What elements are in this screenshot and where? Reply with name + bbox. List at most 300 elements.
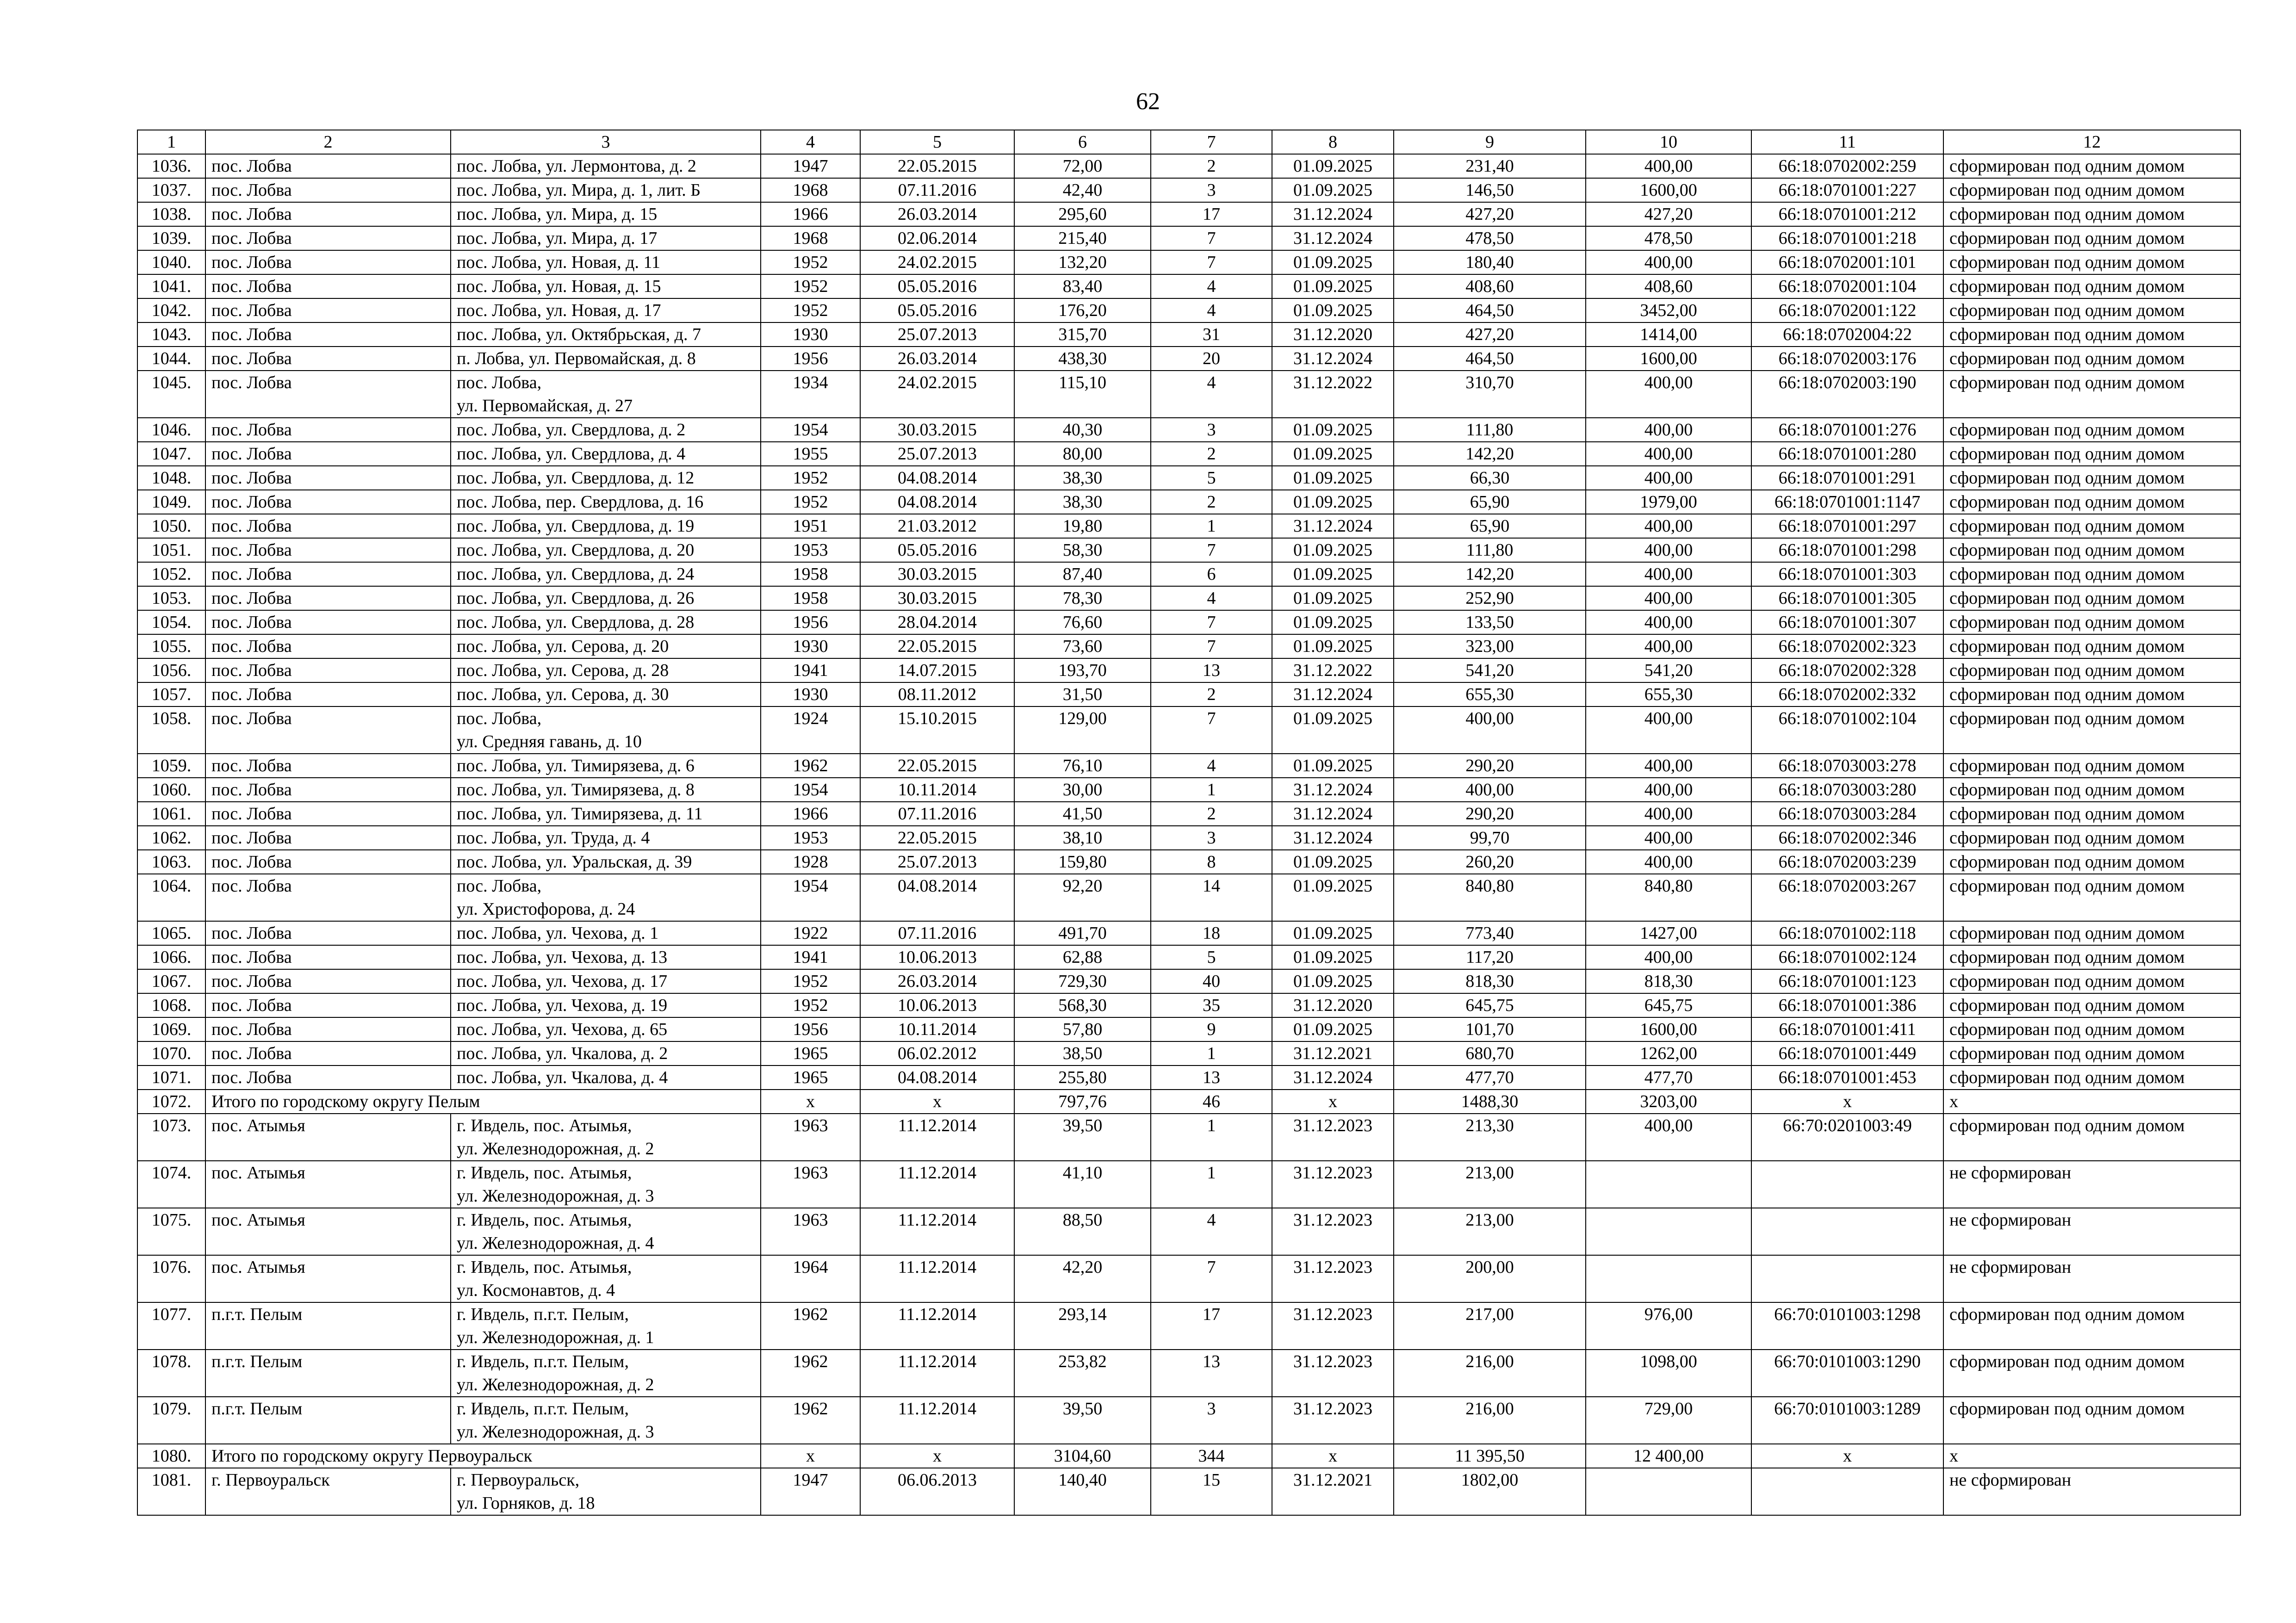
- cell-col-1: 1042.: [137, 298, 205, 322]
- cell-col-1: 1080.: [137, 1444, 205, 1468]
- cell-col-10: 400,00: [1586, 706, 1751, 754]
- cell-col-2: пос. Лобва: [205, 586, 451, 610]
- cell-col-4: 1951: [761, 514, 860, 538]
- cell-col-10: 818,30: [1586, 969, 1751, 993]
- cell-col-5: 04.08.2014: [860, 490, 1014, 514]
- cell-col-9: 818,30: [1394, 969, 1586, 993]
- cell-col-2: пос. Лобва: [205, 226, 451, 250]
- cell-col-4: 1928: [761, 850, 860, 874]
- cell-col-11: [1751, 1255, 1943, 1302]
- cell-col-4: 1958: [761, 562, 860, 586]
- cell-col-5: 14.07.2015: [860, 658, 1014, 682]
- cell-col-5: 10.06.2013: [860, 993, 1014, 1017]
- cell-col-9: 217,00: [1394, 1302, 1586, 1350]
- cell-col-8: 31.12.2020: [1272, 322, 1394, 347]
- cell-col-7: 2: [1151, 442, 1272, 466]
- cell-col-12: сформирован под одним домом: [1943, 1397, 2240, 1444]
- cell-col-5: 22.05.2015: [860, 826, 1014, 850]
- cell-col-9: 408,60: [1394, 274, 1586, 298]
- cell-col-2: пос. Лобва: [205, 562, 451, 586]
- table-row: [137, 178, 2240, 202]
- cell-col-2: пос. Лобва: [205, 1041, 451, 1065]
- cell-col-8: 31.12.2023: [1272, 1208, 1394, 1255]
- cell-col-5: 11.12.2014: [860, 1397, 1014, 1444]
- table-row: [137, 418, 2240, 442]
- cell-col-12: сформирован под одним домом: [1943, 778, 2240, 802]
- cell-col-5: 15.10.2015: [860, 706, 1014, 754]
- cell-col-6: 73,60: [1014, 634, 1151, 658]
- table-row: [137, 1255, 2240, 1302]
- cell-col-6: 57,80: [1014, 1017, 1151, 1041]
- cell-col-6: 41,10: [1014, 1161, 1151, 1208]
- cell-col-10: [1586, 1255, 1751, 1302]
- cell-col-12: не сформирован: [1943, 1208, 2240, 1255]
- cell-col-2: пос. Лобва: [205, 490, 451, 514]
- cell-col-10: 400,00: [1586, 418, 1751, 442]
- cell-col-7: 17: [1151, 1302, 1272, 1350]
- cell-col-11: 66:18:0702002:332: [1751, 682, 1943, 706]
- cell-col-7: 3: [1151, 826, 1272, 850]
- cell-col-9: 541,20: [1394, 658, 1586, 682]
- cell-col-8: 31.12.2021: [1272, 1041, 1394, 1065]
- cell-col-9: 216,00: [1394, 1397, 1586, 1444]
- cell-col-3: г. Ивдель, п.г.т. Пелым, ул. Железнодорожная, д. 1: [451, 1302, 761, 1350]
- cell-col-10: 1979,00: [1586, 490, 1751, 514]
- table-row: [137, 778, 2240, 802]
- cell-col-7: 1: [1151, 1161, 1272, 1208]
- cell-col-4: 1963: [761, 1208, 860, 1255]
- cell-col-12: сформирован под одним домом: [1943, 250, 2240, 274]
- cell-col-9: 133,50: [1394, 610, 1586, 634]
- cell-col-10: 840,80: [1586, 874, 1751, 921]
- cell-col-10: 3452,00: [1586, 298, 1751, 322]
- cell-col-11: 66:18:0701002:118: [1751, 921, 1943, 945]
- cell-col-10: 400,00: [1586, 442, 1751, 466]
- page-number: 62: [1136, 88, 1160, 115]
- cell-col-11: 66:18:0702003:190: [1751, 371, 1943, 418]
- cell-col-12: сформирован под одним домом: [1943, 586, 2240, 610]
- cell-col-7: 3: [1151, 178, 1272, 202]
- cell-col-5: x: [860, 1090, 1014, 1114]
- cell-col-7: 2: [1151, 682, 1272, 706]
- cell-col-11: 66:18:0702003:267: [1751, 874, 1943, 921]
- cell-col-11: 66:18:0702003:239: [1751, 850, 1943, 874]
- table-row: [137, 1090, 2240, 1114]
- cell-col-6: 255,80: [1014, 1065, 1151, 1090]
- table-row: [137, 1161, 2240, 1208]
- cell-col-11: 66:18:0702001:122: [1751, 298, 1943, 322]
- cell-col-7: 1: [1151, 1041, 1272, 1065]
- cell-col-6: 72,00: [1014, 154, 1151, 178]
- cell-col-9: 65,90: [1394, 514, 1586, 538]
- cell-col-4: 1924: [761, 706, 860, 754]
- cell-col-3: пос. Лобва, пер. Свердлова, д. 16: [451, 490, 761, 514]
- cell-col-11: 66:18:0701001:227: [1751, 178, 1943, 202]
- cell-col-12: сформирован под одним домом: [1943, 347, 2240, 371]
- cell-col-3: пос. Лобва, ул. Уральская, д. 39: [451, 850, 761, 874]
- cell-col-8: 01.09.2025: [1272, 418, 1394, 442]
- cell-col-8: 31.12.2024: [1272, 514, 1394, 538]
- cell-col-9: 464,50: [1394, 347, 1586, 371]
- cell-col-6: 78,30: [1014, 586, 1151, 610]
- cell-col-7: 4: [1151, 298, 1272, 322]
- cell-col-8: 31.12.2024: [1272, 826, 1394, 850]
- cell-col-12: сформирован под одним домом: [1943, 945, 2240, 969]
- cell-col-3: пос. Лобва, ул. Свердлова, д. 12: [451, 466, 761, 490]
- cell-col-1: 1061.: [137, 802, 205, 826]
- cell-col-4: 1958: [761, 586, 860, 610]
- cell-col-11: 66:18:0701002:124: [1751, 945, 1943, 969]
- cell-col-5: 10.06.2013: [860, 945, 1014, 969]
- cell-col-9: 478,50: [1394, 226, 1586, 250]
- cell-col-2: пос. Лобва: [205, 850, 451, 874]
- cell-col-2: Итого по городскому округу Пелым: [205, 1090, 761, 1114]
- cell-col-2: пос. Лобва: [205, 1065, 451, 1090]
- cell-col-11: 66:18:0701001:307: [1751, 610, 1943, 634]
- cell-col-7: 13: [1151, 1065, 1272, 1090]
- cell-col-9: 213,30: [1394, 1114, 1586, 1161]
- cell-col-6: 39,50: [1014, 1114, 1151, 1161]
- cell-col-7: 4: [1151, 1208, 1272, 1255]
- cell-col-7: 17: [1151, 202, 1272, 226]
- cell-col-9: 427,20: [1394, 322, 1586, 347]
- cell-col-11: 66:18:0701002:104: [1751, 706, 1943, 754]
- cell-col-3: пос. Лобва, ул. Тимирязева, д. 6: [451, 754, 761, 778]
- cell-col-1: 1058.: [137, 706, 205, 754]
- cell-col-4: 1965: [761, 1065, 860, 1090]
- cell-col-11: 66:70:0101003:1289: [1751, 1397, 1943, 1444]
- cell-col-1: 1050.: [137, 514, 205, 538]
- cell-col-7: 1: [1151, 778, 1272, 802]
- table-row: [137, 347, 2240, 371]
- cell-col-9: 290,20: [1394, 802, 1586, 826]
- cell-col-6: 797,76: [1014, 1090, 1151, 1114]
- cell-col-6: 38,50: [1014, 1041, 1151, 1065]
- cell-col-4: 1966: [761, 802, 860, 826]
- cell-col-11: 66:18:0701001:291: [1751, 466, 1943, 490]
- table-row: [137, 1444, 2240, 1468]
- cell-col-5: 30.03.2015: [860, 586, 1014, 610]
- column-header-11: 11: [1751, 130, 1943, 154]
- cell-col-9: 213,00: [1394, 1208, 1586, 1255]
- cell-col-8: x: [1272, 1090, 1394, 1114]
- cell-col-2: пос. Лобва: [205, 945, 451, 969]
- cell-col-3: пос. Лобва, ул. Чехова, д. 13: [451, 945, 761, 969]
- cell-col-1: 1072.: [137, 1090, 205, 1114]
- cell-col-3: пос. Лобва, ул. Новая, д. 11: [451, 250, 761, 274]
- cell-col-2: пос. Атымья: [205, 1114, 451, 1161]
- cell-col-5: 08.11.2012: [860, 682, 1014, 706]
- cell-col-4: 1956: [761, 610, 860, 634]
- table-row: [137, 850, 2240, 874]
- cell-col-10: 1600,00: [1586, 347, 1751, 371]
- cell-col-2: пос. Лобва: [205, 274, 451, 298]
- cell-col-12: сформирован под одним домом: [1943, 802, 2240, 826]
- column-header-12: 12: [1943, 130, 2240, 154]
- cell-col-5: 11.12.2014: [860, 1114, 1014, 1161]
- cell-col-1: 1064.: [137, 874, 205, 921]
- cell-col-2: г. Первоуральск: [205, 1468, 451, 1515]
- cell-col-11: 66:18:0703003:278: [1751, 754, 1943, 778]
- cell-col-10: 12 400,00: [1586, 1444, 1751, 1468]
- cell-col-2: пос. Лобва: [205, 538, 451, 562]
- column-header-10: 10: [1586, 130, 1751, 154]
- cell-col-2: пос. Лобва: [205, 993, 451, 1017]
- cell-col-8: 31.12.2024: [1272, 802, 1394, 826]
- cell-col-6: 3104,60: [1014, 1444, 1151, 1468]
- cell-col-1: 1077.: [137, 1302, 205, 1350]
- column-header-7: 7: [1151, 130, 1272, 154]
- cell-col-4: 1963: [761, 1161, 860, 1208]
- cell-col-3: пос. Лобва, ул. Октябрьская, д. 7: [451, 322, 761, 347]
- cell-col-8: 01.09.2025: [1272, 154, 1394, 178]
- cell-col-12: сформирован под одним домом: [1943, 226, 2240, 250]
- cell-col-4: x: [761, 1090, 860, 1114]
- cell-col-4: 1952: [761, 298, 860, 322]
- cell-col-8: 01.09.2025: [1272, 945, 1394, 969]
- cell-col-11: 66:18:0701001:212: [1751, 202, 1943, 226]
- cell-col-3: пос. Лобва, ул. Серова, д. 20: [451, 634, 761, 658]
- table-row: [137, 154, 2240, 178]
- cell-col-6: 129,00: [1014, 706, 1151, 754]
- cell-col-4: 1968: [761, 178, 860, 202]
- cell-col-12: сформирован под одним домом: [1943, 274, 2240, 298]
- cell-col-6: 38,30: [1014, 490, 1151, 514]
- cell-col-6: 140,40: [1014, 1468, 1151, 1515]
- cell-col-2: пос. Лобва: [205, 706, 451, 754]
- cell-col-6: 19,80: [1014, 514, 1151, 538]
- table-row: [137, 706, 2240, 754]
- cell-col-10: 400,00: [1586, 754, 1751, 778]
- cell-col-5: 04.08.2014: [860, 466, 1014, 490]
- cell-col-7: 13: [1151, 1350, 1272, 1397]
- cell-col-8: 01.09.2025: [1272, 921, 1394, 945]
- column-header-6: 6: [1014, 130, 1151, 154]
- cell-col-1: 1070.: [137, 1041, 205, 1065]
- cell-col-5: 22.05.2015: [860, 634, 1014, 658]
- table-row: [137, 993, 2240, 1017]
- table-row: [137, 442, 2240, 466]
- cell-col-7: 7: [1151, 706, 1272, 754]
- cell-col-5: 26.03.2014: [860, 347, 1014, 371]
- cell-col-9: 290,20: [1394, 754, 1586, 778]
- cell-col-6: 87,40: [1014, 562, 1151, 586]
- cell-col-1: 1075.: [137, 1208, 205, 1255]
- cell-col-12: сформирован под одним домом: [1943, 490, 2240, 514]
- cell-col-8: 01.09.2025: [1272, 969, 1394, 993]
- cell-col-5: 25.07.2013: [860, 850, 1014, 874]
- cell-col-3: пос. Лобва, ул. Чехова, д. 17: [451, 969, 761, 993]
- cell-col-6: 62,88: [1014, 945, 1151, 969]
- cell-col-1: 1063.: [137, 850, 205, 874]
- cell-col-1: 1039.: [137, 226, 205, 250]
- cell-col-1: 1046.: [137, 418, 205, 442]
- table-row: [137, 562, 2240, 586]
- cell-col-9: 66,30: [1394, 466, 1586, 490]
- cell-col-12: сформирован под одним домом: [1943, 658, 2240, 682]
- cell-col-5: 22.05.2015: [860, 154, 1014, 178]
- cell-col-8: 01.09.2025: [1272, 754, 1394, 778]
- cell-col-12: сформирован под одним домом: [1943, 466, 2240, 490]
- cell-col-10: 408,60: [1586, 274, 1751, 298]
- cell-col-8: 01.09.2025: [1272, 850, 1394, 874]
- table-row: [137, 754, 2240, 778]
- cell-col-6: 115,10: [1014, 371, 1151, 418]
- cell-col-2: пос. Лобва: [205, 347, 451, 371]
- cell-col-6: 176,20: [1014, 298, 1151, 322]
- cell-col-7: 5: [1151, 466, 1272, 490]
- cell-col-11: 66:18:0702002:259: [1751, 154, 1943, 178]
- cell-col-12: сформирован под одним домом: [1943, 371, 2240, 418]
- table-row: [137, 250, 2240, 274]
- cell-col-10: 400,00: [1586, 610, 1751, 634]
- cell-col-9: 427,20: [1394, 202, 1586, 226]
- cell-col-9: 117,20: [1394, 945, 1586, 969]
- cell-col-5: 24.02.2015: [860, 371, 1014, 418]
- cell-col-9: 11 395,50: [1394, 1444, 1586, 1468]
- cell-col-7: 2: [1151, 154, 1272, 178]
- cell-col-1: 1079.: [137, 1397, 205, 1444]
- cell-col-1: 1045.: [137, 371, 205, 418]
- cell-col-9: 101,70: [1394, 1017, 1586, 1041]
- cell-col-4: 1956: [761, 347, 860, 371]
- cell-col-10: 400,00: [1586, 562, 1751, 586]
- cell-col-7: 40: [1151, 969, 1272, 993]
- cell-col-1: 1078.: [137, 1350, 205, 1397]
- cell-col-12: сформирован под одним домом: [1943, 1350, 2240, 1397]
- cell-col-2: пос. Лобва: [205, 178, 451, 202]
- cell-col-6: 39,50: [1014, 1397, 1151, 1444]
- cell-col-6: 83,40: [1014, 274, 1151, 298]
- table-row: [137, 298, 2240, 322]
- cell-col-12: сформирован под одним домом: [1943, 1041, 2240, 1065]
- cell-col-5: 28.04.2014: [860, 610, 1014, 634]
- cell-col-11: 66:18:0702002:346: [1751, 826, 1943, 850]
- cell-col-11: 66:18:0701001:449: [1751, 1041, 1943, 1065]
- table-row: [137, 945, 2240, 969]
- cell-col-10: 427,20: [1586, 202, 1751, 226]
- housing-table: [137, 130, 2241, 1516]
- column-header-4: 4: [761, 130, 860, 154]
- cell-col-6: 88,50: [1014, 1208, 1151, 1255]
- cell-col-4: 1947: [761, 154, 860, 178]
- cell-col-12: сформирован под одним домом: [1943, 154, 2240, 178]
- cell-col-8: 31.12.2023: [1272, 1350, 1394, 1397]
- cell-col-12: не сформирован: [1943, 1161, 2240, 1208]
- cell-col-3: пос. Лобва, ул. Средняя гавань, д. 10: [451, 706, 761, 754]
- cell-col-4: 1954: [761, 778, 860, 802]
- cell-col-10: 1414,00: [1586, 322, 1751, 347]
- cell-col-12: сформирован под одним домом: [1943, 178, 2240, 202]
- table-row: [137, 1065, 2240, 1090]
- cell-col-7: 3: [1151, 1397, 1272, 1444]
- cell-col-10: 400,00: [1586, 586, 1751, 610]
- cell-col-3: пос. Лобва, ул. Чехова, д. 1: [451, 921, 761, 945]
- cell-col-8: 01.09.2025: [1272, 586, 1394, 610]
- cell-col-12: сформирован под одним домом: [1943, 1302, 2240, 1350]
- cell-col-10: 645,75: [1586, 993, 1751, 1017]
- cell-col-3: пос. Лобва, ул. Свердлова, д. 24: [451, 562, 761, 586]
- cell-col-1: 1053.: [137, 586, 205, 610]
- table-row: [137, 1397, 2240, 1444]
- cell-col-7: 1: [1151, 514, 1272, 538]
- cell-col-3: пос. Лобва, ул. Серова, д. 28: [451, 658, 761, 682]
- cell-col-2: пос. Лобва: [205, 250, 451, 274]
- cell-col-10: 1427,00: [1586, 921, 1751, 945]
- cell-col-6: 58,30: [1014, 538, 1151, 562]
- cell-col-8: 01.09.2025: [1272, 466, 1394, 490]
- table-row: [137, 466, 2240, 490]
- table-row: [137, 921, 2240, 945]
- table-row: [137, 226, 2240, 250]
- table-row: [137, 610, 2240, 634]
- table-body: [137, 154, 2240, 1515]
- cell-col-5: 04.08.2014: [860, 874, 1014, 921]
- cell-col-11: x: [1751, 1444, 1943, 1468]
- cell-col-7: 31: [1151, 322, 1272, 347]
- cell-col-4: 1952: [761, 274, 860, 298]
- cell-col-2: пос. Лобва: [205, 969, 451, 993]
- cell-col-3: пос. Лобва, ул. Мира, д. 15: [451, 202, 761, 226]
- cell-col-7: 5: [1151, 945, 1272, 969]
- cell-col-11: 66:70:0101003:1290: [1751, 1350, 1943, 1397]
- cell-col-3: пос. Лобва, ул. Чкалова, д. 2: [451, 1041, 761, 1065]
- cell-col-9: 231,40: [1394, 154, 1586, 178]
- cell-col-10: 400,00: [1586, 538, 1751, 562]
- cell-col-7: 4: [1151, 371, 1272, 418]
- cell-col-8: 01.09.2025: [1272, 610, 1394, 634]
- cell-col-11: 66:18:0702004:22: [1751, 322, 1943, 347]
- cell-col-2: пос. Лобва: [205, 634, 451, 658]
- table-row: [137, 538, 2240, 562]
- cell-col-3: пос. Лобва, ул. Новая, д. 15: [451, 274, 761, 298]
- cell-col-7: 14: [1151, 874, 1272, 921]
- cell-col-3: пос. Лобва, ул. Новая, д. 17: [451, 298, 761, 322]
- cell-col-3: г. Ивдель, пос. Атымья, ул. Железнодорожная, д. 2: [451, 1114, 761, 1161]
- cell-col-12: сформирован под одним домом: [1943, 1114, 2240, 1161]
- cell-col-12: сформирован под одним домом: [1943, 514, 2240, 538]
- cell-col-9: 400,00: [1394, 778, 1586, 802]
- cell-col-4: 1952: [761, 490, 860, 514]
- cell-col-5: 30.03.2015: [860, 562, 1014, 586]
- cell-col-12: сформирован под одним домом: [1943, 682, 2240, 706]
- cell-col-11: 66:18:0701001:386: [1751, 993, 1943, 1017]
- cell-col-3: пос. Лобва, ул. Христофорова, д. 24: [451, 874, 761, 921]
- table-row: [137, 1350, 2240, 1397]
- cell-col-8: 31.12.2023: [1272, 1397, 1394, 1444]
- cell-col-2: пос. Лобва: [205, 610, 451, 634]
- cell-col-9: 146,50: [1394, 178, 1586, 202]
- cell-col-4: 1964: [761, 1255, 860, 1302]
- cell-col-4: 1963: [761, 1114, 860, 1161]
- cell-col-11: 66:18:0702002:328: [1751, 658, 1943, 682]
- cell-col-12: сформирован под одним домом: [1943, 298, 2240, 322]
- cell-col-1: 1081.: [137, 1468, 205, 1515]
- cell-col-12: не сформирован: [1943, 1468, 2240, 1515]
- cell-col-2: пос. Лобва: [205, 298, 451, 322]
- cell-col-2: п.г.т. Пелым: [205, 1350, 451, 1397]
- cell-col-9: 773,40: [1394, 921, 1586, 945]
- cell-col-10: 477,70: [1586, 1065, 1751, 1090]
- cell-col-2: п.г.т. Пелым: [205, 1397, 451, 1444]
- table-row: [137, 658, 2240, 682]
- cell-col-11: 66:70:0201003:49: [1751, 1114, 1943, 1161]
- cell-col-10: 400,00: [1586, 1114, 1751, 1161]
- column-header-8: 8: [1272, 130, 1394, 154]
- cell-col-12: сформирован под одним домом: [1943, 850, 2240, 874]
- cell-col-10: 3203,00: [1586, 1090, 1751, 1114]
- cell-col-6: 80,00: [1014, 442, 1151, 466]
